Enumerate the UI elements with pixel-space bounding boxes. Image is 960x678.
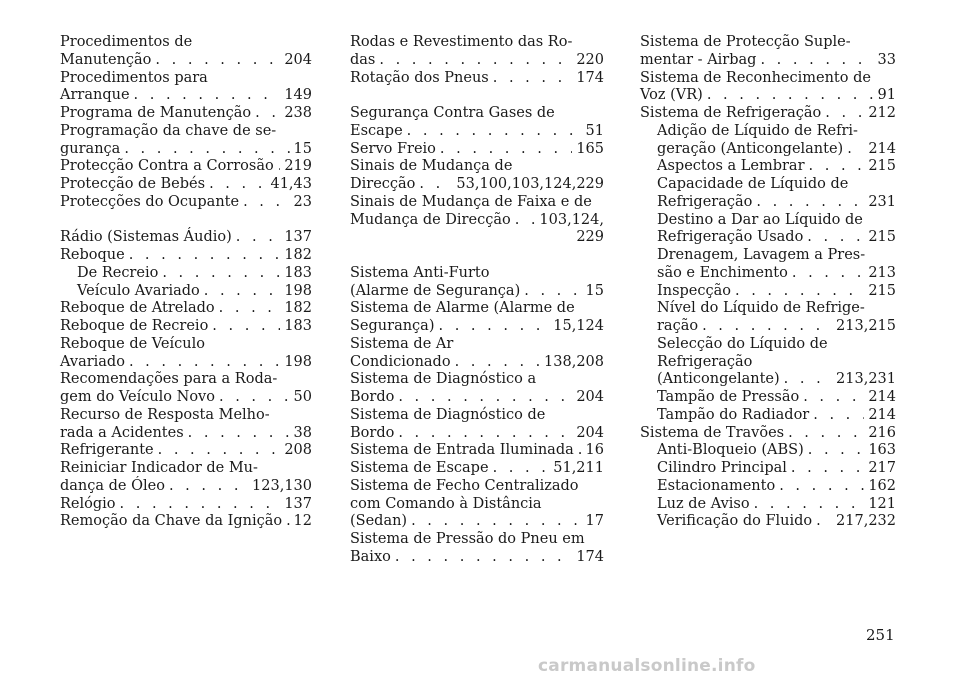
entry-text: De Recreio <box>77 264 159 281</box>
section-gap <box>350 87 604 105</box>
entry-text: Adição de Líquido de Refri- <box>657 122 858 139</box>
leader-dots <box>129 247 281 265</box>
leader-dots <box>209 176 266 194</box>
leader-dots <box>803 389 864 407</box>
entry-text: Selecção do Líquido de <box>657 335 828 352</box>
index-entry <box>60 123 312 159</box>
entry-page: 162 <box>868 477 896 494</box>
index-column-3 <box>640 34 896 531</box>
entry-page: 214 <box>868 140 896 157</box>
entry-text: ração <box>657 318 699 334</box>
entry-text: Mudança de Direcção <box>350 211 511 228</box>
entry-page: 163 <box>868 442 896 459</box>
entry-text: Recurso de Resposta Melho- <box>60 406 270 423</box>
index-entry <box>60 407 312 443</box>
index-entry <box>60 247 312 265</box>
leader-dots <box>847 141 864 159</box>
page-number: 251 <box>866 626 895 644</box>
entry-page: 208 <box>284 442 312 459</box>
entry-page: 165 <box>576 140 604 157</box>
index-entry <box>350 336 604 372</box>
section-gap <box>60 212 312 230</box>
watermark-text: carmanualsonline.info <box>538 656 756 676</box>
entry-page: 213 <box>868 264 896 281</box>
index-subentry <box>60 265 312 283</box>
entry-text: das <box>350 51 376 68</box>
entry-text: são e Enchimento <box>657 264 788 281</box>
index-entry <box>350 460 604 478</box>
index-entry <box>60 336 312 372</box>
index-subentry <box>640 336 896 389</box>
index-subentry <box>640 158 896 176</box>
entry-text: Sistema de Escape <box>350 460 489 476</box>
index-column-1 <box>60 34 312 531</box>
index-subentry <box>640 176 896 212</box>
entry-text: Protecções do Ocupante <box>60 193 240 210</box>
entry-page: 33 <box>877 51 896 68</box>
leader-dots <box>419 176 452 194</box>
entry-text: Segurança Contra Gases de <box>350 105 555 121</box>
entry-text: gem do Veículo Novo <box>60 389 215 405</box>
entry-page: 238 <box>284 105 312 121</box>
entry-text: Procedimentos para <box>60 69 208 86</box>
leader-dots <box>808 442 865 460</box>
index-entry <box>60 442 312 460</box>
entry-text: Rotação dos Pneus <box>350 69 489 86</box>
entry-text: Drenagem, Lavagem a Pres- <box>657 247 866 263</box>
index-entry <box>60 229 312 247</box>
leader-dots <box>807 229 864 247</box>
leader-dots <box>438 318 549 336</box>
index-entry <box>60 460 312 496</box>
index-subentry <box>640 283 896 301</box>
entry-page: 215 <box>868 229 896 246</box>
entry-page: 183 <box>284 318 312 334</box>
index-entry <box>350 371 604 407</box>
entry-page: 213,231 <box>836 371 896 388</box>
index-entry <box>350 407 604 443</box>
index-entry <box>60 300 312 318</box>
entry-text: Sistema de Reconhecimento de <box>640 69 871 86</box>
leader-dots <box>212 318 280 336</box>
entry-page: 51 <box>585 122 604 139</box>
leader-dots <box>702 318 832 336</box>
index-subentry <box>640 496 896 514</box>
entry-text: Sistema de Ar <box>350 335 454 352</box>
entry-text: Bordo <box>350 424 395 441</box>
entry-page: 38 <box>293 424 312 441</box>
index-subentry <box>60 283 312 301</box>
entry-page: 214 <box>868 389 896 405</box>
entry-text: Sistema de Diagnóstico a <box>350 371 537 388</box>
entry-page: 204 <box>576 424 604 441</box>
entry-text: Protecção Contra a Corrosão <box>60 158 274 175</box>
entry-text: Sistema de Fecho Centralizado <box>350 477 579 494</box>
entry-page: 17 <box>585 513 604 530</box>
entry-page: 216 <box>868 424 896 441</box>
entry-text: Bordo <box>350 389 395 405</box>
entry-page: 12 <box>293 513 312 530</box>
entry-page: 174 <box>576 548 604 565</box>
leader-dots <box>455 354 540 372</box>
entry-text: Sinais de Mudança de Faixa e de <box>350 193 592 210</box>
entry-page: 23 <box>293 193 312 210</box>
entry-page: 53,100,103,124,229 <box>456 176 604 192</box>
entry-page: 182 <box>284 247 312 263</box>
entry-page: 213,215 <box>836 318 896 334</box>
leader-dots <box>813 407 864 425</box>
entry-page: 15 <box>293 140 312 157</box>
entry-text: Reboque de Recreio <box>60 318 209 334</box>
entry-text: Voz (VR) <box>640 87 703 104</box>
leader-dots <box>120 496 281 514</box>
entry-text: Sistema de Travões <box>640 424 785 441</box>
index-entry <box>60 371 312 407</box>
entry-text: (Alarme de Segurança) <box>350 282 521 299</box>
index-subentry <box>640 212 896 248</box>
entry-text: Condicionado <box>350 353 451 370</box>
entry-page: 220 <box>576 51 604 68</box>
entry-page: 15,124 <box>553 318 604 334</box>
entry-page: 198 <box>284 353 312 370</box>
index-subentry <box>640 389 896 407</box>
leader-dots <box>219 300 281 318</box>
leader-dots <box>158 442 281 460</box>
index-entry <box>350 194 604 247</box>
leader-dots <box>124 141 289 159</box>
leader-dots <box>754 496 865 514</box>
leader-dots <box>129 354 280 372</box>
entry-text: Arranque <box>60 87 130 104</box>
leader-dots <box>735 283 864 301</box>
entry-text: Verificação do Fluido <box>657 513 813 530</box>
entry-page: 50 <box>293 389 312 405</box>
index-entry <box>350 265 604 301</box>
index-subentry <box>640 460 896 478</box>
entry-text: Rodas e Revestimento das Ro- <box>350 34 573 50</box>
index-entry <box>350 158 604 194</box>
entry-page: 91 <box>877 87 896 104</box>
section-gap <box>350 247 604 265</box>
entry-text: Procedimentos de <box>60 34 193 50</box>
leader-dots <box>398 389 572 407</box>
leader-dots <box>411 513 581 531</box>
entry-page: 137 <box>284 229 312 246</box>
entry-text: Aspectos a Lembrar <box>657 158 805 175</box>
index-entry <box>350 34 604 70</box>
entry-page: 121 <box>868 495 896 512</box>
leader-dots <box>784 371 832 389</box>
entry-text: Protecção de Bebés <box>60 176 206 192</box>
index-entry <box>60 158 312 176</box>
leader-dots <box>243 194 289 212</box>
index-entry <box>640 70 896 106</box>
index-entry <box>350 141 604 159</box>
leader-dots <box>493 70 573 88</box>
entry-text: Sistema de Refrigeração <box>640 105 822 121</box>
entry-text: Sistema de Alarme (Alarme de <box>350 300 575 317</box>
entry-text: Sistema de Entrada Iluminada <box>350 442 574 459</box>
leader-dots <box>188 425 290 443</box>
leader-dots <box>578 442 582 460</box>
index-entry <box>640 105 896 123</box>
entry-text: Veículo Avariado <box>77 282 200 299</box>
index-entry <box>350 105 604 141</box>
entry-text: Baixo <box>350 548 391 565</box>
entry-page: 182 <box>284 300 312 317</box>
leader-dots <box>379 52 572 70</box>
entry-text: Luz de Aviso <box>657 495 750 512</box>
entry-page: 217 <box>868 460 896 476</box>
leader-dots <box>236 229 281 247</box>
leader-dots <box>219 389 290 407</box>
entry-text: com Comando à Distância <box>350 495 542 512</box>
index-entry <box>60 176 312 194</box>
index-subentry <box>640 478 896 496</box>
entry-text: Reiniciar Indicador de Mu- <box>60 460 258 476</box>
entry-page-continued: 229 <box>576 229 604 246</box>
index-entry <box>60 513 312 531</box>
entry-text: Direcção <box>350 176 416 192</box>
index-entry <box>60 194 312 212</box>
entry-text: Programação da chave de se- <box>60 122 277 139</box>
index-entry <box>640 34 896 70</box>
entry-page: 16 <box>585 442 604 459</box>
entry-text: Relógio <box>60 495 116 512</box>
entry-text: Destino a Dar ao Líquido de <box>657 211 863 228</box>
leader-dots <box>169 478 248 496</box>
leader-dots <box>134 87 281 105</box>
entry-page: 149 <box>284 87 312 104</box>
entry-page: 123,130 <box>252 477 312 494</box>
entry-page: 51,211 <box>553 460 604 476</box>
entry-text: Escape <box>350 122 403 139</box>
entry-text: Reboque <box>60 247 125 263</box>
entry-text: Cilindro Principal <box>657 460 787 476</box>
entry-text: Avariado <box>60 353 125 370</box>
leader-dots <box>204 283 281 301</box>
index-entry <box>350 531 604 567</box>
entry-page: 215 <box>868 158 896 175</box>
index-entry <box>60 496 312 514</box>
leader-dots <box>286 513 289 531</box>
entry-text: Capacidade de Líquido de <box>657 176 849 192</box>
leader-dots <box>788 425 864 443</box>
index-entry <box>60 70 312 106</box>
index-entry <box>640 425 896 443</box>
leader-dots <box>524 283 581 301</box>
entry-page: 204 <box>576 389 604 405</box>
entry-text: Sistema de Diagnóstico de <box>350 406 546 423</box>
entry-page: 138,208 <box>544 353 604 370</box>
index-column-2 <box>350 34 604 567</box>
index-entry <box>60 105 312 123</box>
entry-text: Rádio (Sistemas Áudio) <box>60 229 232 246</box>
leader-dots <box>791 460 864 478</box>
index-entry <box>60 318 312 336</box>
entry-page: 198 <box>284 282 312 299</box>
leader-dots <box>792 265 864 283</box>
entry-page: 15 <box>585 282 604 299</box>
leader-dots <box>825 105 864 123</box>
leader-dots <box>493 460 550 478</box>
entry-text: geração (Anticongelante) <box>657 140 844 157</box>
entry-text: Inspecção <box>657 282 731 299</box>
entry-page: 183 <box>284 264 312 281</box>
entry-text: Sistema de Protecção Suple- <box>640 34 851 50</box>
entry-text: Segurança) <box>350 318 435 334</box>
entry-text: Nível do Líquido de Refrige- <box>657 300 865 317</box>
leader-dots <box>515 212 536 230</box>
entry-page: 204 <box>284 51 312 68</box>
entry-text: Tampão do Radiador <box>657 406 810 423</box>
entry-text: Refrigerante <box>60 442 154 459</box>
leader-dots <box>398 425 572 443</box>
entry-page: 219 <box>284 158 312 175</box>
entry-text: rada a Acidentes <box>60 424 184 441</box>
leader-dots <box>809 158 865 176</box>
entry-page: 217,232 <box>836 513 896 530</box>
leader-dots <box>756 194 864 212</box>
entry-text: Reboque de Atrelado <box>60 300 215 317</box>
entry-text: (Anticongelante) <box>657 371 780 388</box>
index-entry <box>350 442 604 460</box>
entry-text: Programa de Manutenção <box>60 105 252 121</box>
entry-page: 212 <box>868 105 896 121</box>
entry-text: Refrigeração <box>657 193 753 210</box>
entry-text: (Sedan) <box>350 513 408 530</box>
entry-text: Tampão de Pressão <box>657 389 800 405</box>
index-subentry <box>640 247 896 283</box>
entry-page: 137 <box>284 495 312 512</box>
index-entry <box>60 34 312 70</box>
leader-dots <box>162 265 280 283</box>
entry-page: 231 <box>868 193 896 210</box>
index-subentry <box>640 513 896 531</box>
leader-dots <box>155 52 280 70</box>
entry-page: 41,43 <box>270 176 312 192</box>
entry-text: Servo Freio <box>350 140 436 157</box>
index-subentry <box>640 123 896 159</box>
leader-dots <box>255 105 280 123</box>
index-entry <box>350 300 604 336</box>
entry-text: Refrigeração <box>657 353 753 370</box>
entry-text: Refrigeração Usado <box>657 229 804 246</box>
leader-dots <box>278 158 281 176</box>
entry-page: 174 <box>576 69 604 86</box>
leader-dots <box>407 123 582 141</box>
entry-text: Sinais de Mudança de <box>350 158 513 175</box>
entry-page: 215 <box>868 282 896 299</box>
entry-text: Reboque de Veículo <box>60 335 205 352</box>
entry-text: dança de Óleo <box>60 477 165 494</box>
entry-text: mentar - Airbag <box>640 51 757 68</box>
leader-dots <box>707 87 874 105</box>
entry-text: Sistema Anti-Furto <box>350 264 490 281</box>
entry-text: Remoção da Chave da Ignição <box>60 513 283 530</box>
entry-page: 214 <box>868 406 896 423</box>
leader-dots <box>779 478 864 496</box>
index-entry <box>350 478 604 531</box>
leader-dots <box>395 549 572 567</box>
entry-text: Estacionamento <box>657 477 776 494</box>
entry-page: 103,124, <box>539 211 604 228</box>
leader-dots <box>816 513 832 531</box>
entry-text: Sistema de Pressão do Pneu em <box>350 531 585 547</box>
index-entry <box>350 70 604 88</box>
entry-text: Anti-Bloqueio (ABS) <box>657 442 804 459</box>
index-subentry <box>640 300 896 336</box>
index-subentry <box>640 442 896 460</box>
index-subentry <box>640 407 896 425</box>
entry-text: Recomendações para a Roda- <box>60 371 278 388</box>
entry-text: gurança <box>60 140 121 157</box>
entry-text: Manutenção <box>60 51 152 68</box>
leader-dots <box>440 141 572 159</box>
leader-dots <box>760 52 873 70</box>
